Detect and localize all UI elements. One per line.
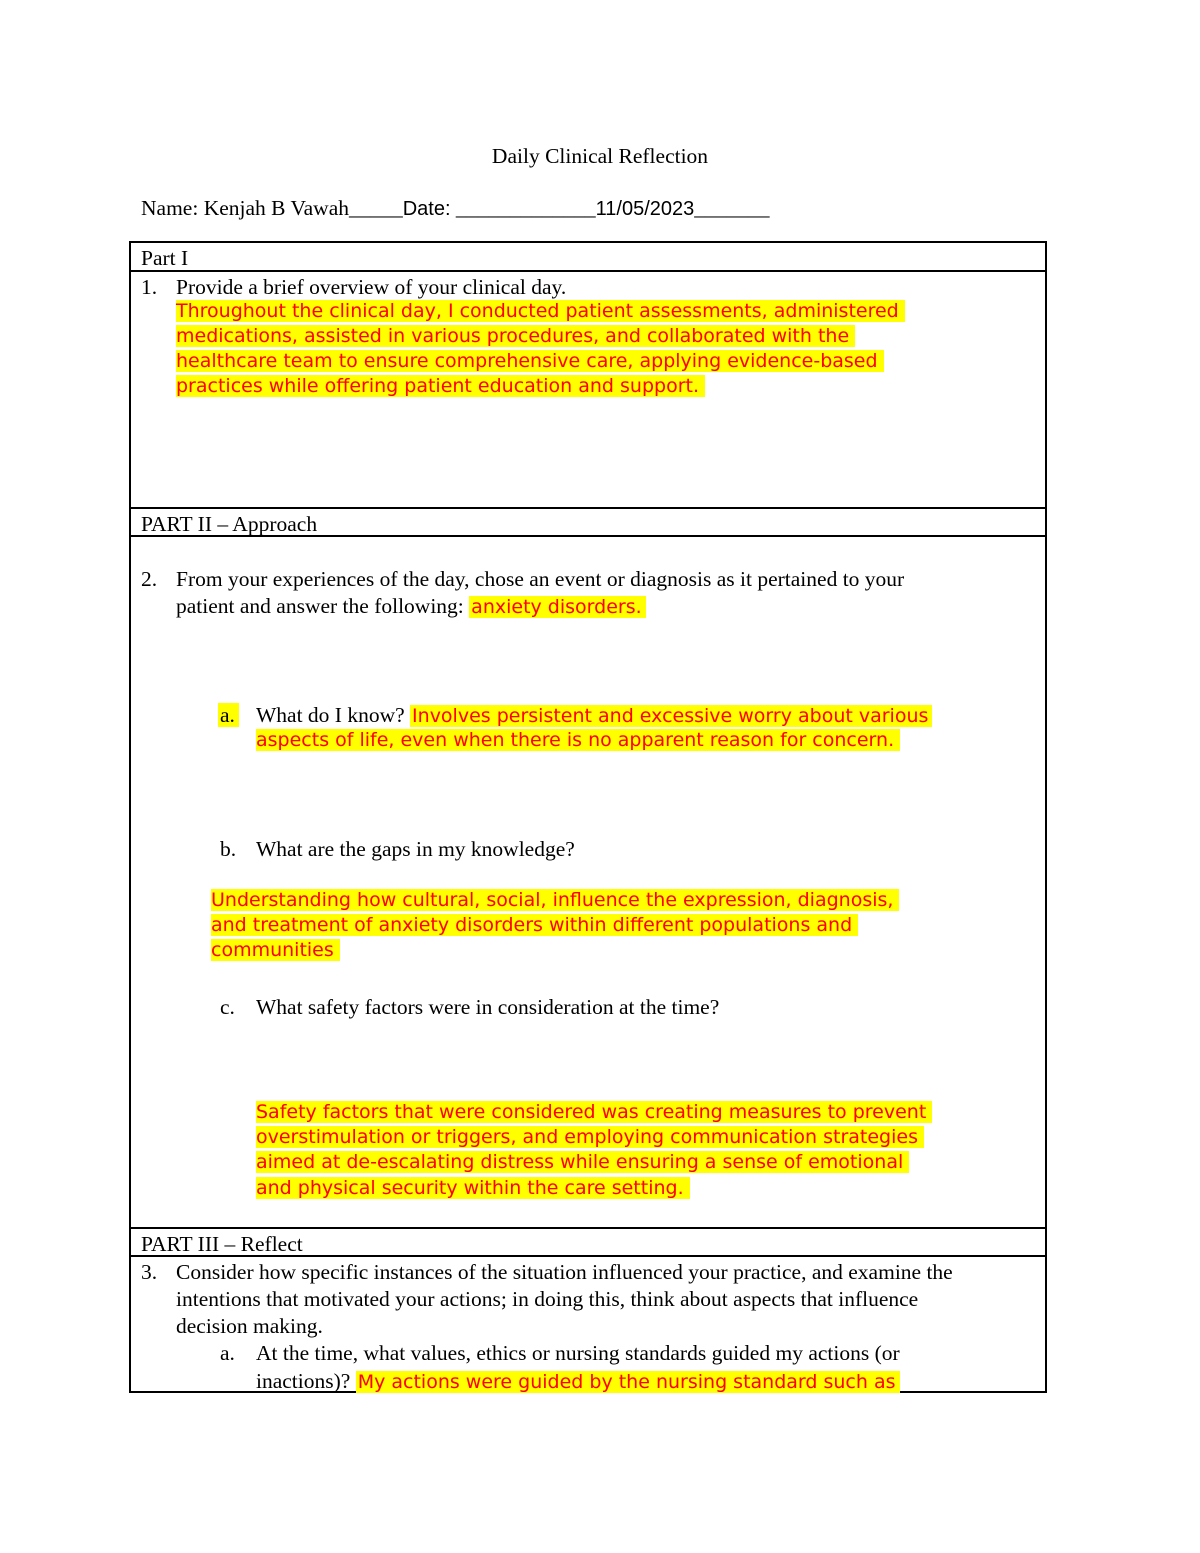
qb-answer-line: Understanding how cultural, social, influence the expression, diagnosis,	[211, 888, 899, 913]
q2-line2	[176, 593, 646, 621]
q3-line: Consider how specific instances of the situation influenced your practice, and examine the	[176, 1260, 953, 1284]
q3a-line2-text: inactions)?	[256, 1369, 351, 1393]
q1-answer-line: medications, assisted in various procedures, and collaborated with the	[176, 324, 855, 349]
date-value: 11/05/2023	[595, 198, 695, 220]
qc-answer-line: overstimulation or triggers, and employing communication strategies	[256, 1125, 924, 1150]
q1-text: Provide a brief overview of your clinical day.	[176, 275, 567, 299]
q3a-line1: At the time, what values, ethics or nursing standards guided my actions (or	[256, 1341, 900, 1365]
q1-answer-line: practices while offering patient education and support.	[176, 374, 705, 399]
row-divider	[131, 507, 1045, 509]
q3-line: decision making.	[176, 1314, 323, 1338]
q3-line: intentions that motivated your actions; in doing this, think about aspects that influence	[176, 1287, 919, 1311]
date-blank-before: _____________	[455, 196, 596, 220]
document-title: Daily Clinical Reflection	[491, 144, 709, 168]
date-label: Date:	[402, 198, 451, 220]
qb-answer-line: communities	[211, 938, 340, 963]
q3-number: 3.	[141, 1260, 158, 1284]
qb-answer-line: and treatment of anxiety disorders within different populations and	[211, 913, 858, 938]
q2-answer: anxiety disorders.	[469, 596, 645, 618]
row-divider	[131, 270, 1045, 272]
qa-line1	[256, 702, 932, 730]
name-value: Kenjah B Vawah	[203, 196, 349, 220]
q3a-letter: a.	[220, 1341, 235, 1365]
qb-letter: b.	[220, 837, 237, 861]
part1-heading: Part I	[141, 246, 189, 270]
qa-text: What do I know?	[256, 703, 405, 727]
reflection-table	[129, 241, 1047, 1393]
qb-text: What are the gaps in my knowledge?	[256, 837, 575, 861]
q2-line2-text: patient and answer the following:	[176, 594, 464, 618]
q1-answer-line: Throughout the clinical day, I conducted patient assessments, administered	[176, 299, 905, 324]
qc-answer-line: Safety factors that were considered was creating measures to prevent	[256, 1100, 932, 1125]
q1-number: 1.	[141, 275, 158, 299]
qc-letter: c.	[220, 995, 235, 1019]
qc-answer-line: and physical security within the care setting.	[256, 1176, 690, 1201]
q3a-line2	[256, 1368, 900, 1396]
q3a-answer: My actions were guided by the nursing standard such as	[356, 1371, 900, 1393]
date-blank-after: _______	[694, 196, 770, 220]
qc-answer-line: aimed at de-escalating distress while ensuring a sense of emotional	[256, 1150, 909, 1175]
name-blank: _____	[348, 196, 403, 220]
part3-heading: PART III – Reflect	[141, 1232, 303, 1256]
qa-letter: a.	[218, 702, 239, 729]
name-label: Name:	[141, 196, 199, 220]
qc-text: What safety factors were in consideration at the time?	[256, 995, 720, 1019]
part2-heading: PART II – Approach	[141, 512, 318, 536]
row-divider	[131, 1227, 1045, 1229]
name-date-line	[141, 195, 770, 223]
qa-answer-line2: aspects of life, even when there is no apparent reason for concern.	[256, 728, 900, 753]
q1-answer-line: healthcare team to ensure comprehensive care, applying evidence-based	[176, 349, 884, 374]
q2-number: 2.	[141, 567, 158, 591]
q2-line1: From your experiences of the day, chose an event or diagnosis as it pertained to your	[176, 567, 905, 591]
qa-answer-line1: Involves persistent and excessive worry about various	[410, 705, 932, 727]
